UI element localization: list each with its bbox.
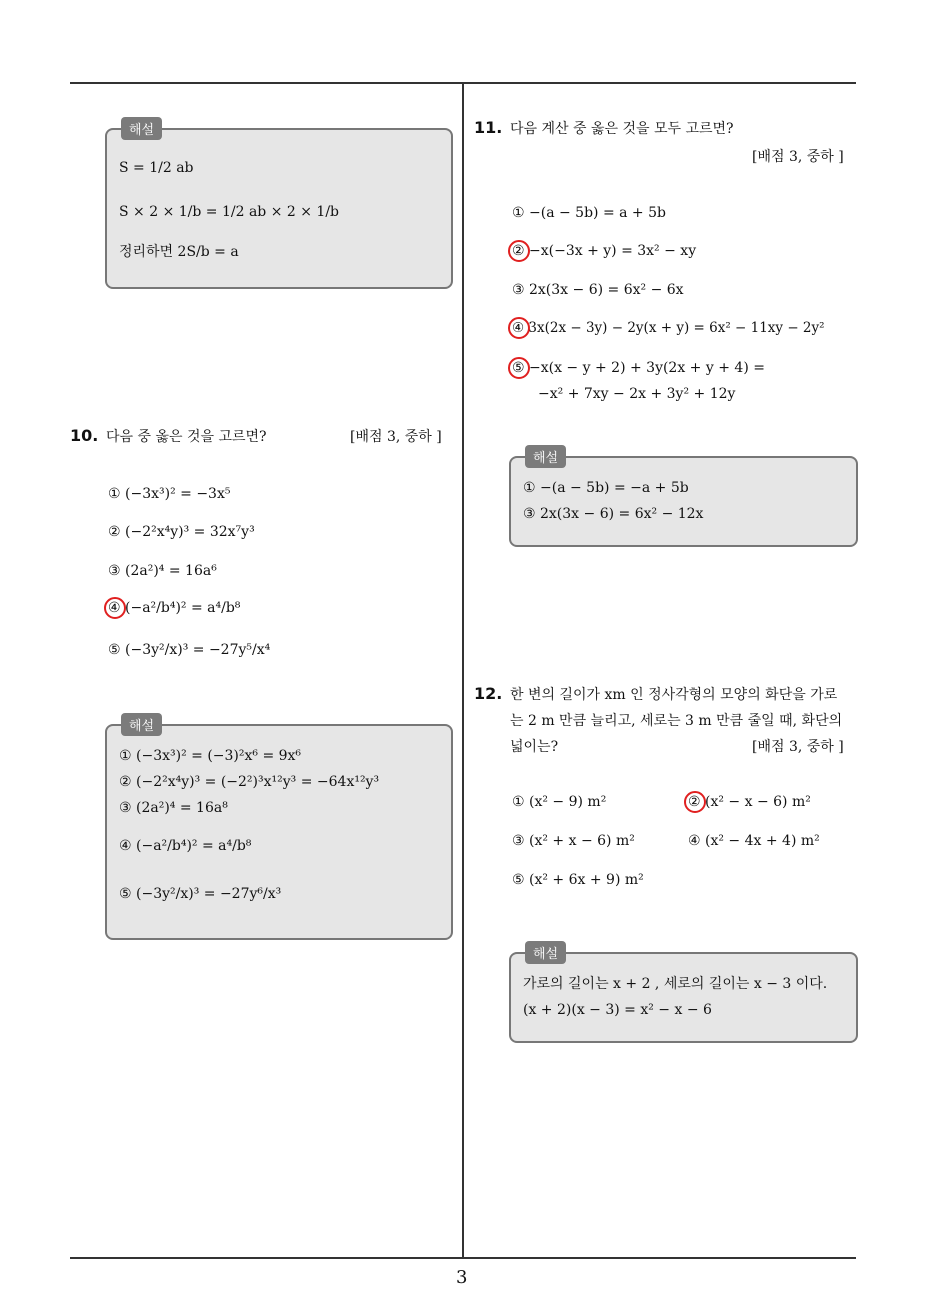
question-number: 11. xyxy=(474,118,503,137)
choice-2[interactable]: ② (x² − x − 6) m² xyxy=(688,794,811,810)
question-text: 다음 계산 중 옳은 것을 모두 고르면? xyxy=(510,121,734,137)
choice-4[interactable]: ④ 3x(2x − 3y) − 2y(x + y) = 6x² − 11xy − 2y² xyxy=(512,320,825,336)
choice-3[interactable]: ③ 2x(3x − 6) = 6x² − 6x xyxy=(512,282,684,298)
solution-label: 해설 xyxy=(525,445,566,468)
question-number: 10. xyxy=(70,426,99,445)
column-divider xyxy=(462,84,464,1258)
choice-5[interactable]: ⑤ (−3y²/x)³ = −27y⁵/x⁴ xyxy=(108,642,271,658)
choice-2[interactable]: ② −x(−3x + y) = 3x² − xy xyxy=(512,243,697,259)
solution-line: ① −(a − 5b) = −a + 5b xyxy=(523,480,689,496)
solution-label: 해설 xyxy=(121,117,162,140)
choice-4[interactable]: ④ (−a²/b⁴)² = a⁴/b⁸ xyxy=(108,600,241,616)
answer-mark-circle xyxy=(508,240,530,262)
question-text-line: 넓이는? xyxy=(510,739,559,755)
solution-line: S × 2 × 1/b = 1/2 ab × 2 × 1/b xyxy=(119,204,340,220)
choice-3[interactable]: ③ (x² + x − 6) m² xyxy=(512,833,635,849)
page-number: 3 xyxy=(456,1267,468,1288)
choice-3[interactable]: ③ (2a²)⁴ = 16a⁶ xyxy=(108,563,217,579)
solution-box-q10 xyxy=(105,719,453,940)
solution-line: ③ 2x(3x − 6) = 6x² − 12x xyxy=(523,506,704,522)
choice-1[interactable]: ① (x² − 9) m² xyxy=(512,794,607,810)
solution-box-q11 xyxy=(509,451,858,547)
solution-line: ② (−2²x⁴y)³ = (−2²)³x¹²y³ = −64x¹²y³ xyxy=(119,774,380,790)
choice-2[interactable]: ② (−2²x⁴y)³ = 32x⁷y³ xyxy=(108,524,255,540)
solution-line: ③ (2a²)⁴ = 16a⁸ xyxy=(119,800,228,816)
solution-box-previous xyxy=(105,123,453,289)
question-number: 12. xyxy=(474,684,503,703)
question-text-line: 한 변의 길이가 xm 인 정사각형의 모양의 화단을 가로 xyxy=(510,687,838,703)
solution-line: (x + 2)(x − 3) = x² − x − 6 xyxy=(523,1002,712,1018)
question-text-line: 는 2 m 만큼 늘리고, 세로는 3 m 만큼 줄일 때, 화단의 xyxy=(510,713,843,729)
solution-line: 정리하면 2S/b = a xyxy=(119,244,239,260)
choice-5[interactable]: ⑤ (x² + 6x + 9) m² xyxy=(512,872,644,888)
solution-line: ④ (−a²/b⁴)² = a⁴/b⁸ xyxy=(119,838,252,854)
solution-label: 해설 xyxy=(525,941,566,964)
choice-4[interactable]: ④ (x² − 4x + 4) m² xyxy=(688,833,820,849)
bottom-rule xyxy=(70,1257,856,1259)
solution-line: ⑤ (−3y²/x)³ = −27y⁶/x³ xyxy=(119,886,282,902)
answer-mark-circle xyxy=(684,791,706,813)
score-label: [배점 3, 중하 ] xyxy=(350,429,442,445)
solution-line: ① (−3x³)² = (−3)²x⁶ = 9x⁶ xyxy=(119,748,302,764)
choice-1[interactable]: ① −(a − 5b) = a + 5b xyxy=(512,205,666,221)
choice-1[interactable]: ① (−3x³)² = −3x⁵ xyxy=(108,486,231,502)
answer-mark-circle xyxy=(508,357,530,379)
answer-mark-circle xyxy=(104,597,126,619)
score-label: [배점 3, 중하 ] xyxy=(752,149,844,165)
solution-box-q12 xyxy=(509,947,858,1043)
question-text: 다음 중 옳은 것을 고르면? xyxy=(106,429,267,445)
solution-line: S = 1/2 ab xyxy=(119,160,194,176)
score-label: [배점 3, 중하 ] xyxy=(752,739,844,755)
choice-5-continued: −x² + 7xy − 2x + 3y² + 12y xyxy=(538,386,736,402)
solution-line: 가로의 길이는 x + 2 , 세로의 길이는 x − 3 이다. xyxy=(523,976,828,992)
solution-label: 해설 xyxy=(121,713,162,736)
answer-mark-circle xyxy=(508,317,530,339)
choice-5[interactable]: ⑤ −x(x − y + 2) + 3y(2x + y + 4) = xyxy=(512,360,765,376)
